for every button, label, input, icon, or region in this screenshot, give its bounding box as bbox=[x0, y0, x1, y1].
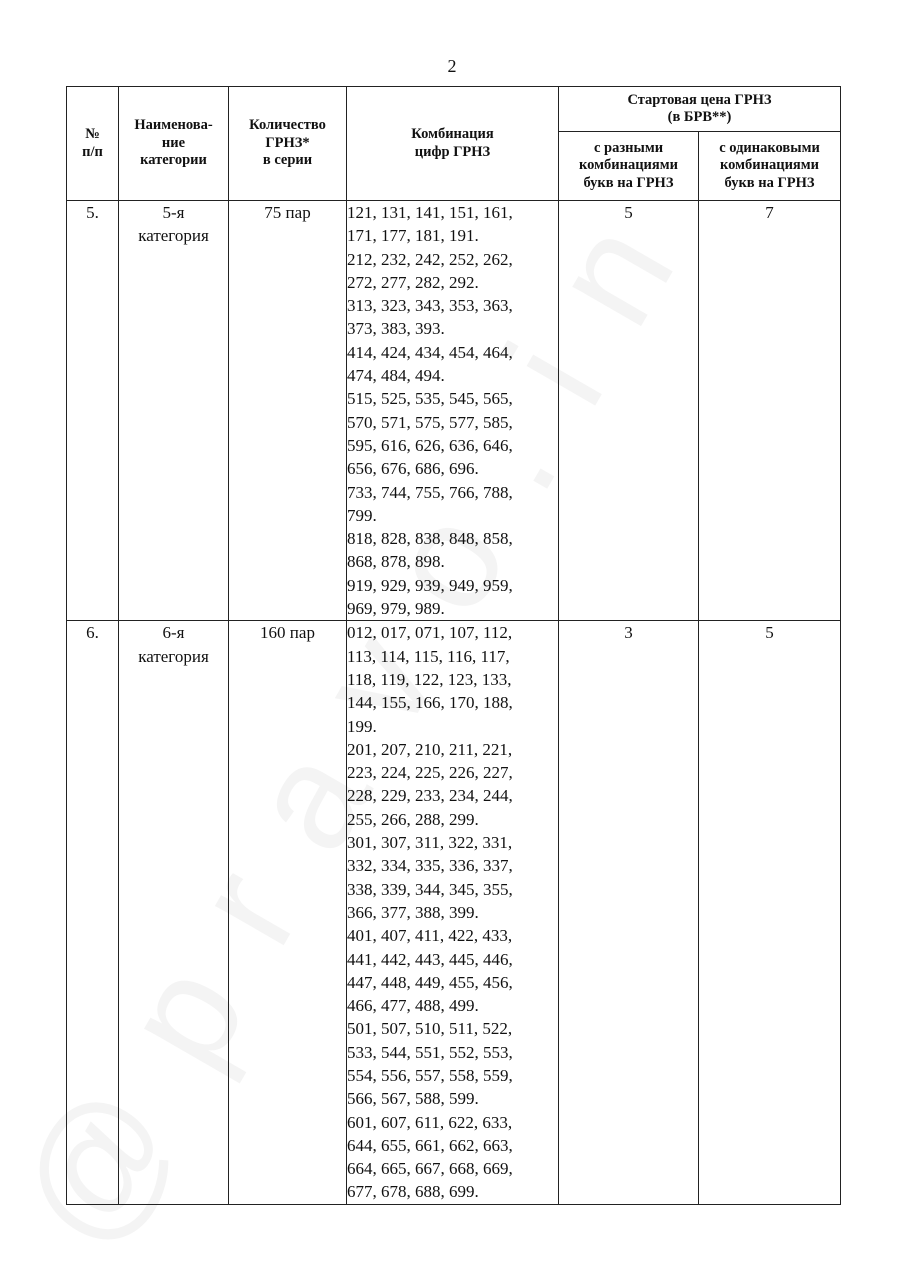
row-price-different: 3 bbox=[559, 621, 699, 1204]
combination-line: 554, 556, 557, 558, 559, bbox=[347, 1065, 513, 1085]
header-name bbox=[119, 87, 229, 201]
category-name-line: 6-я bbox=[162, 623, 185, 643]
combination-line: 199. bbox=[347, 716, 377, 736]
header-price-same-line: букв на ГРНЗ bbox=[724, 174, 815, 191]
combination-line: 919, 929, 939, 949, 959, bbox=[347, 575, 513, 595]
header-num-line: № bbox=[85, 126, 100, 142]
combination-line: 366, 377, 388, 399. bbox=[347, 902, 479, 922]
table-header-row bbox=[67, 87, 841, 132]
row-category-name bbox=[119, 201, 229, 621]
combination-line: 447, 448, 449, 455, 456, bbox=[347, 972, 513, 992]
combination-line: 868, 878, 898. bbox=[347, 552, 445, 572]
header-quantity-line: Количество bbox=[249, 117, 326, 134]
combination-line: 466, 477, 488, 499. bbox=[347, 996, 479, 1016]
combination-line: 474, 484, 494. bbox=[347, 366, 445, 386]
row-category-name bbox=[119, 621, 229, 1204]
combination-line: 301, 307, 311, 322, 331, bbox=[347, 833, 513, 853]
combination-line: 121, 131, 141, 151, 161, bbox=[347, 203, 513, 222]
row-quantity: 75 пар bbox=[229, 201, 347, 621]
combination-line: 228, 229, 233, 234, 244, bbox=[347, 786, 513, 806]
combination-line: 212, 232, 242, 252, 262, bbox=[347, 249, 513, 269]
combination-line: 515, 525, 535, 545, 565, bbox=[347, 389, 513, 409]
combination-line: 677, 678, 688, 699. bbox=[347, 1182, 479, 1202]
header-price-different-line: с разными bbox=[593, 139, 664, 156]
header-num bbox=[67, 87, 119, 201]
header-price-different bbox=[559, 132, 699, 201]
category-name-line: категория bbox=[138, 646, 209, 666]
row-price-same: 7 bbox=[699, 201, 841, 621]
combination-line: 223, 224, 225, 226, 227, bbox=[347, 763, 513, 783]
combination-line: 441, 442, 443, 445, 446, bbox=[347, 949, 513, 969]
header-price-same bbox=[699, 132, 841, 201]
category-name-line: категория bbox=[138, 226, 209, 246]
combination-line: 118, 119, 122, 123, 133, bbox=[347, 669, 512, 689]
combination-line: 501, 507, 510, 511, 522, bbox=[347, 1019, 513, 1039]
combination-line: 414, 424, 434, 454, 464, bbox=[347, 342, 513, 362]
header-combination-line: цифр ГРНЗ bbox=[414, 143, 491, 160]
row-quantity: 160 пар bbox=[229, 621, 347, 1204]
header-combination bbox=[347, 87, 559, 201]
category-price-table bbox=[66, 86, 841, 1205]
combination-line: 338, 339, 344, 345, 355, bbox=[347, 879, 513, 899]
combination-line: 401, 407, 411, 422, 433, bbox=[347, 926, 513, 946]
combination-line: 818, 828, 838, 848, 858, bbox=[347, 529, 513, 549]
header-name-line: ние bbox=[161, 134, 186, 151]
header-start-price-line: (в БРВ**) bbox=[667, 109, 732, 125]
combination-line: 656, 676, 686, 696. bbox=[347, 459, 479, 479]
row-price-same: 5 bbox=[699, 621, 841, 1204]
combination-line: 272, 277, 282, 292. bbox=[347, 272, 479, 292]
combination-line: 313, 323, 343, 353, 363, bbox=[347, 296, 513, 316]
combination-line: 144, 155, 166, 170, 188, bbox=[347, 693, 513, 713]
combination-line: 255, 266, 288, 299. bbox=[347, 809, 479, 829]
combination-line: 733, 744, 755, 766, 788, bbox=[347, 482, 513, 502]
header-price-same-line: комбинациями bbox=[720, 157, 820, 174]
header-start-price bbox=[559, 87, 841, 132]
header-start-price-line: Стартовая цена ГРНЗ bbox=[627, 91, 772, 108]
combination-line: 533, 544, 551, 552, 553, bbox=[347, 1042, 513, 1062]
row-combinations bbox=[347, 201, 559, 621]
header-quantity-line: ГРНЗ* bbox=[265, 134, 310, 151]
combination-line: 644, 655, 661, 662, 663, bbox=[347, 1135, 513, 1155]
table-row bbox=[67, 621, 841, 1204]
combination-line: 601, 607, 611, 622, 633, bbox=[347, 1112, 513, 1132]
combination-line: 373, 383, 393. bbox=[347, 319, 445, 339]
row-num: 5. bbox=[67, 201, 119, 621]
combination-line: 969, 979, 989. bbox=[347, 599, 445, 619]
row-price-different: 5 bbox=[559, 201, 699, 621]
header-price-same-line: с одинаковыми bbox=[719, 139, 820, 156]
header-name-line: категории bbox=[140, 152, 207, 169]
row-num: 6. bbox=[67, 621, 119, 1204]
header-combination-line: Комбинация bbox=[411, 126, 494, 142]
page-number: 2 bbox=[447, 56, 457, 76]
header-price-different-line: букв на ГРНЗ bbox=[583, 174, 674, 191]
row-combinations bbox=[347, 621, 559, 1204]
header-price-different-line: комбинациями bbox=[578, 157, 678, 174]
header-quantity bbox=[229, 87, 347, 201]
combination-line: 799. bbox=[347, 505, 377, 525]
combination-line: 201, 207, 210, 211, 221, bbox=[347, 739, 513, 759]
category-name-line: 5-я bbox=[162, 203, 185, 222]
combination-line: 171, 177, 181, 191. bbox=[347, 226, 479, 246]
combination-line: 664, 665, 667, 668, 669, bbox=[347, 1159, 513, 1179]
table-row bbox=[67, 201, 841, 621]
combination-line: 595, 616, 626, 636, 646, bbox=[347, 435, 513, 455]
header-quantity-line: в серии bbox=[262, 152, 313, 169]
combination-line: 566, 567, 588, 599. bbox=[347, 1089, 479, 1109]
combination-line: 332, 334, 335, 336, 337, bbox=[347, 856, 513, 876]
combination-line: 570, 571, 575, 577, 585, bbox=[347, 412, 513, 432]
combination-line: 113, 114, 115, 116, 117, bbox=[347, 646, 510, 666]
combination-line: 012, 017, 071, 107, 112, bbox=[347, 623, 513, 643]
header-name-line: Наименова- bbox=[134, 117, 213, 134]
header-num-line: п/п bbox=[82, 143, 103, 160]
